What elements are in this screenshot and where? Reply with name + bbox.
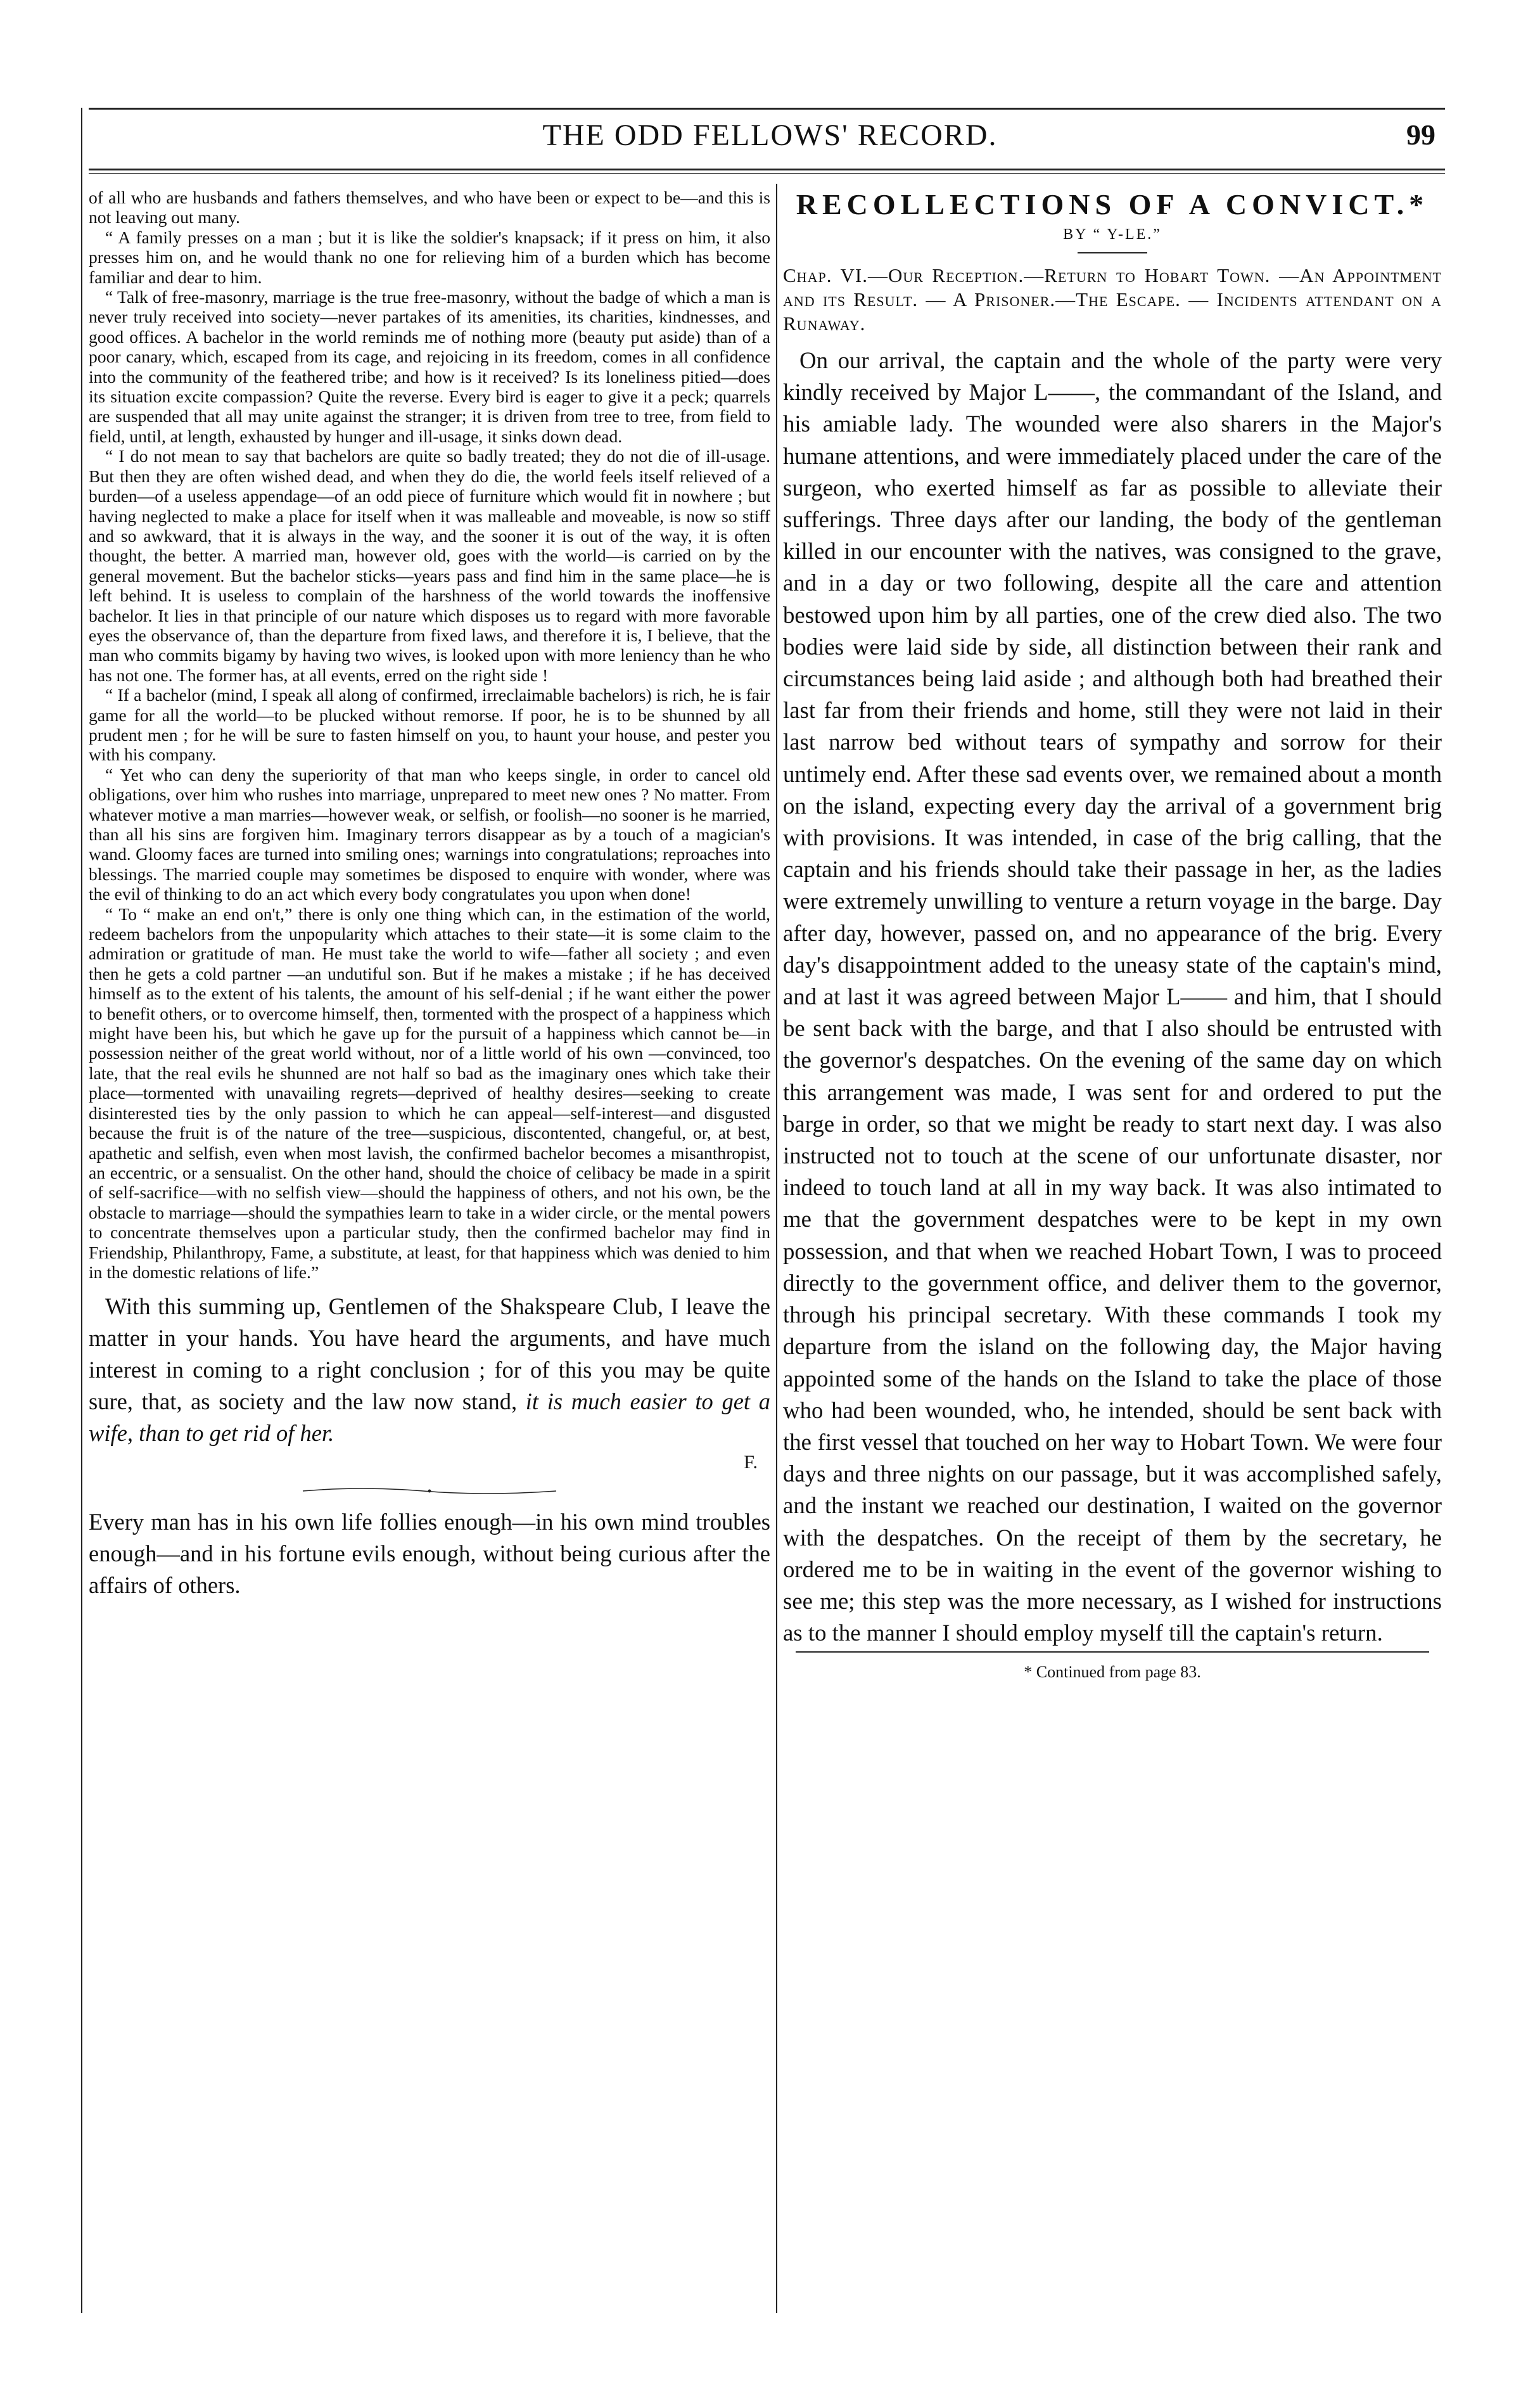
- left-column: [89, 188, 770, 1601]
- essay-closing: [89, 1291, 770, 1449]
- top-border-rule: [89, 108, 1445, 110]
- article-body: On our arrival, the captain and the whole of the party were very kindly received by Major L——, the commandant of the Island, and his amiable lady. The wounded were also sharers in the Major's humane attentions, and were immediately placed under the care of the surgeon, who exerted himself as far as possible to alleviate their sufferings. Three days after our landing, the body of the gentleman killed in our encounter with the natives, was consigned to the grave, and in a day or two following, despite all the care and attention bestowed upon him by all parties, one of the crew died also. The two bodies were laid side by side, all distinction between their rank and circumstances being laid aside ; and although both had breathed their last far from their friends and home, still they were not laid in their last narrow bed without tears of sympathy and sorrow for their untimely end. After these sad events over, we remained about a month on the island, expecting every day the arrival of a government brig with provisions. It was intended, in case of the brig calling, that the captain and his friends should take their passage in her, as the ladies were extremely unwilling to venture a return voyage in the barge. Day after day, however, passed on, and no appearance of the brig. Every day's disappointment added to the uneasy state of the captain's mind, and at last it was agreed between Major L—— and him, that I should be sent back with the barge, and that I also should be entrusted with the governor's despatches. On the evening of the same day on which this arrangement was made, I was sent for and ordered to put the barge in order, so that we might be ready to start next day. I was also instructed not to touch at the scene of our unfortunate disaster, nor indeed to touch land at all in my way back. It was also intimated to me that the government despatches were to be kept in my own possession, and that when we reached Hobart Town, I was to proceed directly to the government office, and deliver them to the governor, through his principal secretary. With these commands I took my departure from the island on the following day, the Major having appointed some of the hands on the Island to take the place of those who had been wounded, who, he intended, should be sent back with the first vessel that touched on her way to Hobart Town. We were four days and three nights on our passage, but it was accomplished safely, and the instant we reached our destination, I waited on the governor with the despatches. On the receipt of them by the secretary, he ordered me to be in waiting in the event of the governor wishing to see me; this step was the more necessary, as I wished for instructions as to the manner I should employ myself till the captain's return.: [783, 347, 1442, 1646]
- maxim-block: [89, 1506, 770, 1601]
- essay-paragraph: “ If a bachelor (mind, I speak all along of confirmed, irreclaimable bachelors) is rich, he is fair game for all the world—to be plucked without remorse. If poor, he is to be shunned by all prudent men ; for he will be sure to fasten himself on you, to haunt your house, and pester you with his company.: [89, 685, 770, 765]
- essay-small-text: [89, 188, 770, 1282]
- byline-rule: [1078, 252, 1147, 253]
- right-column: [783, 188, 1442, 1682]
- essay-paragraph: “ Yet who can deny the superiority of that man who keeps single, in order to cancel old obligations, over him who rushes into marriage, unprepared to meet new ones ? No matter. From whatever motive a man marries—however weak, or selfish, or foolish—no sooner is he married, than all his sins are forgiven him. Imaginary terrors disappear as by a touch of a magician's wand. Gloomy faces are turned into smiling ones; warnings into congratulations; reproaches into blessings. The married couple may sometimes be disposed to enquire with wonder, where was the evil of thinking to do an act which every body congratulates you upon when done!: [89, 764, 770, 904]
- page-number: 99: [1406, 118, 1435, 151]
- header-underline-rule: [89, 169, 1445, 170]
- essay-paragraph: “ I do not mean to say that bachelors are quite so badly treated; they do not die of ill-usage. But then they are often wished dead, and when they do die, the world feels itself relieved of a burden—of a useless appendage—of an odd piece of furniture which would fit in nowhere ; but having neglected to make a place for itself when it was malleable and moveable, is now so stiff and so awkward, that it is always in the way, and the sooner it is out of the way, it is often thought, the better. A married man, however old, goes with the world—is carried on by the general movement. But the bachelor sticks—years pass and find him in the same place—he is left behind. It is useless to complain of the harshness of the world towards the inoffensive bachelor. It lies in that principle of our nature which disposes us to regard with more favorable eyes the observance of, than the departure from fixed laws, and therefore it is, I believe, that the man who commits bigamy by having two wives, is looked upon with more leniency than he who has not one. The former has, at all events, erred on the right side !: [89, 446, 770, 685]
- section-divider-ornament: [296, 1485, 563, 1497]
- footnote-rule: [796, 1651, 1429, 1653]
- essay-signature: F.: [744, 1452, 758, 1473]
- article-byline: BY “ Y-LE.”: [1063, 226, 1162, 243]
- closing-paragraph: [89, 1291, 770, 1449]
- essay-paragraph: “ A family presses on a man ; but it is like the soldier's knapsack; if it press on him, it also presses him on, and he would thank no one for relieving him of a burden which has become familiar and dear to him.: [89, 227, 770, 287]
- closing-text: With this summing up, Gentlemen of the Shakspeare Club, I leave the matter in your hands. You have heard the arguments, and have much interest in coming to a right conclusion ; for of this you may be quite sure, that, as society and the law now stand,: [89, 1293, 770, 1415]
- left-margin-rule: [81, 108, 82, 2313]
- essay-paragraph: “ To “ make an end on't,” there is only one thing which can, in the estimation of the world, redeem bachelors from the unpopularity which attaches to their state—it is some claim to the admiration or gratitude of man. He must take the world to wife—father all society ; and even then he gets a cold partner —an undutiful son. But if he makes a mistake ; if he has deceived himself as to the extent of his talents, the amount of his self-denial ; if he want either the power to benefit others, or to overcome himself, then, tormented with the prospect of a happiness which might have been his, but which he gave up for the pursuit of a happiness which cannot be—in possession neither of the great world without, nor of a little world of his own —convinced, too late, that the real evils he shunned are not half so bad as the imaginary ones which take their place—tormented with unavailing regrets—deprived of healthy desires—seeking to create disinterested ties by the only passion to which he can appeal—self-interest—and disgusted because the fruit is of the nature of the tree—suspicious, discontented, changeful, or, at best, apathetic and selfish, even when most lavish, the confirmed bachelor becomes a misanthropist, an eccentric, or a sensualist. On the other hand, should the choice of celibacy be made in a spirit of self-sacrifice—with no selfish view—should the happiness of others, and not his own, be the obstacle to marriage—should the sympathies learn to take in a wider circle, or the mental powers to concentrate themselves upon a particular study, then the confirmed bachelor may find in Friendship, Philanthropy, Fame, a substitute, at least, for that happiness which was denied to him in the domestic relations of life.”: [89, 904, 770, 1282]
- column-divider-rule: [776, 184, 777, 2313]
- header-underline-rule-thin: [89, 173, 1445, 174]
- essay-paragraph: of all who are husbands and fathers themselves, and who have been or expect to be—and this is not leaving out many.: [89, 188, 770, 227]
- essay-paragraph: “ Talk of free-masonry, marriage is the true free-masonry, without the badge of which a man is never truly received into society—never partakes of its amenities, its charities, kindnesses, and good offices. A bachelor in the world reminds me of nothing more (beauty put aside) than of a poor canary, which, escaped from its cage, and rejoicing in its freedom, comes in all confidence into the community of the feathered tribe; and how is it received? Is its loneliness pitied—does its situation excite compassion? Quite the reverse. Every bird is eager to give it a peck; quarrels are suspended that all may unite against the stranger; it is driven from tree to tree, from field to field, until, at length, exhausted by hunger and ill-usage, it sinks down dead.: [89, 287, 770, 446]
- chapter-heading: Chap. VI.—Our Reception.—Return to Hobart Town. —An Appointment and its Result. — A Prisoner.—The Escape. — Incidents attendant on a Runaway.: [783, 264, 1442, 335]
- article-title: RECOLLECTIONS OF A CONVICT.*: [796, 188, 1429, 221]
- closing-italic-text: it is much easier to get a wife, than to get rid of her.: [89, 1388, 771, 1447]
- maxim-paragraph: Every man has in his own life follies enough—in his own mind troubles enough—and in his fortune evils enough, without being curious after the affairs of others.: [89, 1509, 770, 1599]
- running-header-title: THE ODD FELLOWS' RECORD.: [542, 118, 998, 152]
- footnote: * Continued from page 83.: [1024, 1663, 1201, 1682]
